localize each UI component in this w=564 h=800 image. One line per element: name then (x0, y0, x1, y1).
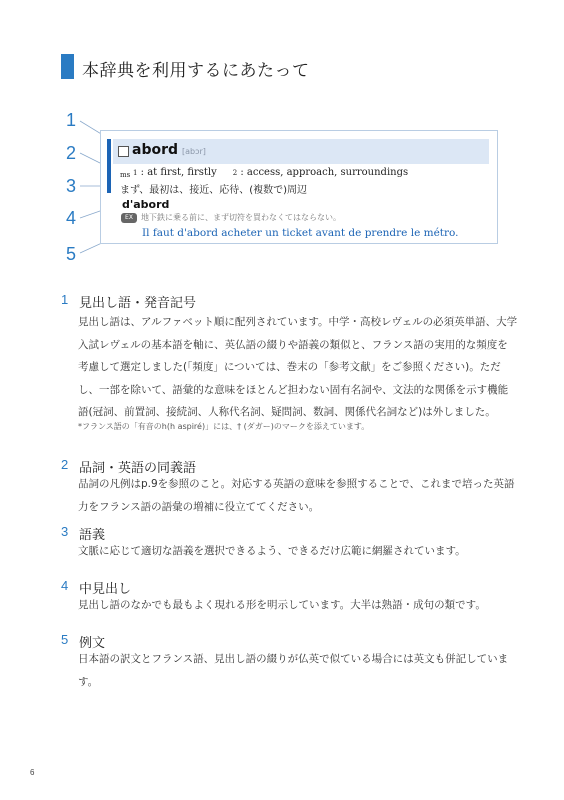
sense-1: : at first, firstly (140, 167, 217, 178)
sub-headword: d'abord (122, 198, 170, 211)
sense-2: : access, approach, surroundings (240, 167, 409, 178)
callout-2: 2 (66, 143, 77, 163)
section-3-number: 3 (61, 524, 69, 539)
callout-1: 1 (66, 110, 77, 130)
headword: abord (132, 142, 179, 158)
example-japanese: 地下鉄に乗る前に、まず切符を買わなくてはならない。 (141, 213, 341, 222)
section-4-number: 4 (61, 578, 69, 593)
example-french: Il faut d'abord acheter un ticket avant de prendre le métro. (142, 227, 459, 239)
entry-accent-bar (107, 139, 111, 193)
section-1-note: *フランス語の「有音のh(h aspiré)」には、† (ダガー)のマークを添えています。 (78, 422, 370, 431)
japanese-gloss: まず、最初は、接近、応待、(複数で)周辺 (120, 185, 308, 196)
section-2-number: 2 (61, 457, 69, 472)
title-accent-bar (61, 54, 74, 79)
part-of-speech: ms (120, 171, 131, 179)
section-5-title: 例文 (79, 636, 106, 651)
section-2-body: 品詞の凡例はp.9を参照のこと。対応する英語の意味を参照することで、これまで培った英語力をフランス語の語彙の増補に役立ててください。 (78, 478, 515, 513)
section-2-title: 品詞・英語の同義語 (79, 461, 197, 476)
sense-number-1: 1 (133, 169, 138, 177)
section-3-title: 語義 (79, 528, 106, 543)
section-5-body: 日本語の訳文とフランス語、見出し語の綴りが仏英で似ている場合には英文も併記しています。 (78, 653, 509, 688)
callout-5: 5 (66, 244, 77, 264)
pronunciation: [abɔr] (182, 147, 206, 156)
english-synonyms (133, 167, 408, 178)
section-4-title: 中見出し (79, 582, 132, 597)
section-1-number: 1 (61, 292, 69, 307)
section-1-title: 見出し語・発音記号 (79, 296, 197, 311)
section-1-body: 見出し語は、アルファベット順に配列されています。中学・高校レヴェルの必須英単語、大学入試レヴェルの基本語を軸に、英仏語の綴りや語義の類似と、フランス語の実用的な頻度を考慮して選定しました(「頻度」については、巻末の「参考文献」をご参照ください)。ただし、一部を除いて、語彙的な意味をほとんど担わない固有名詞や、文法的な関係を示す機能語(冠詞、前置詞、接続詞、人称代名詞、疑問詞、数詞、関係代名詞など)は外しました。 (78, 316, 518, 418)
section-4-body: 見出し語のなかでも最もよく現れる形を明示しています。大半は熟語・成句の類です。 (78, 599, 486, 611)
callout-4: 4 (66, 208, 77, 228)
section-3-body: 文脈に応じて適切な語義を選択できるよう、できるだけ広範に網羅されています。 (78, 545, 466, 557)
page-number: 6 (30, 768, 35, 777)
callout-3: 3 (66, 176, 77, 196)
sense-number-2: 2 (232, 169, 238, 177)
example-badge: EX (121, 213, 137, 223)
checkbox-square-icon (118, 146, 129, 157)
page-title: 本辞典を利用するにあたって (82, 61, 310, 81)
section-5-number: 5 (61, 632, 69, 647)
